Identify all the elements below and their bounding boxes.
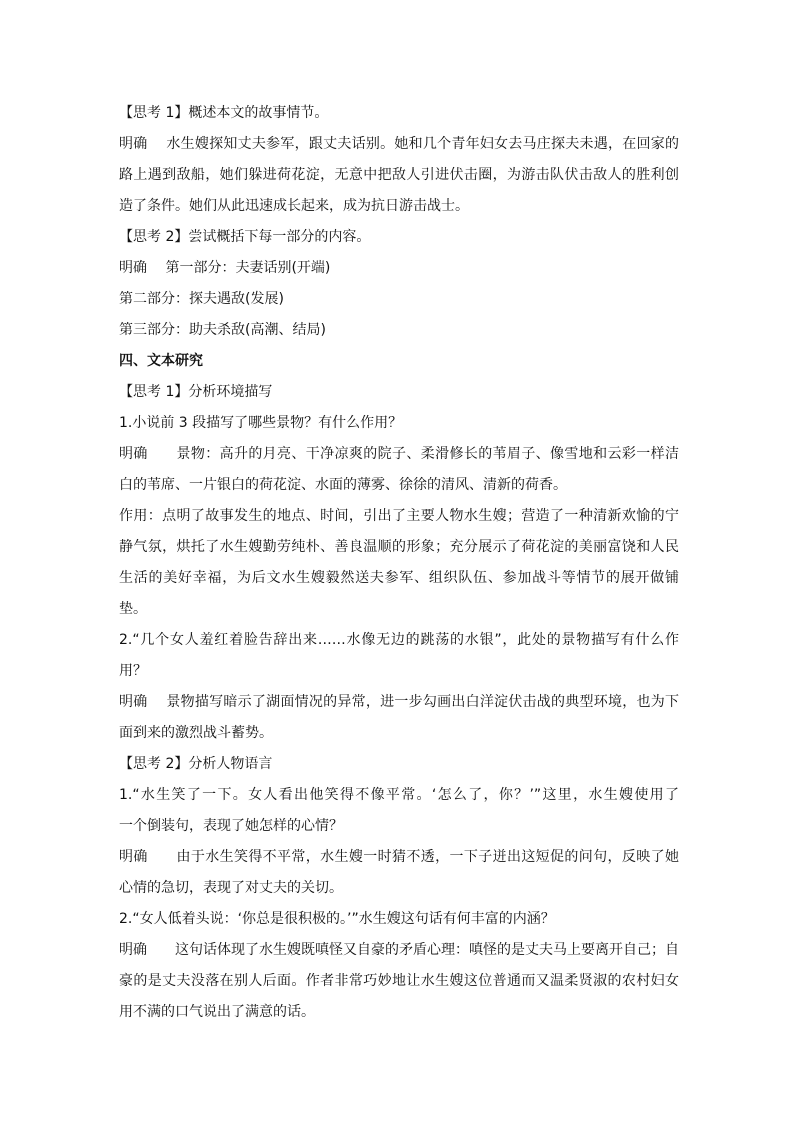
text-line: 明确 景物描写暗示了湖面情况的异常，进一步勾画出白洋淀伏击战的典型环境，也为下 [119,694,679,710]
text-line: 明确 景物：高升的月亮、干净凉爽的院子、柔滑修长的苇眉子、像雪地和云彩一样洁 [119,446,679,462]
text-line: 第二部分：探夫遇敌(发展) [119,291,284,307]
text-line: 明确 这句话体现了水生嫂既嗔怪又自豪的矛盾心理：嗔怪的是丈夫马上要离开自己；自 [119,942,679,958]
text-line: 造了条件。她们从此迅速成长起来，成为抗日游击战士。 [119,198,469,214]
text-line: 【思考 2】分析人物语言 [119,756,273,772]
text-line: 心情的急切，表现了对丈夫的关切。 [119,880,343,896]
text-line: 一个倒装句，表现了她怎样的心情？ [119,818,343,834]
text-line: 白的苇席、一片银白的荷花淀、水面的薄雾、徐徐的清风、清新的荷香。 [119,477,567,493]
text-line: 1.“水生笑了一下。女人看出他笑得不像平常。‘怎么了，你？’”这里，水生嫂使用了 [119,787,679,803]
text-line: 【思考 2】尝试概括下每一部分的内容。 [119,229,371,245]
text-line: 明确 由于水生笑得不平常，水生嫂一时猜不透，一下子迸出这短促的问句，反映了她 [119,849,679,865]
text-line: 生活的美好幸福，为后文水生嫂毅然送夫参军、组织队伍、参加战斗等情节的展开做铺 [119,570,679,586]
text-line: 作用：点明了故事发生的地点、时间，引出了主要人物水生嫂；营造了一种清新欢愉的宁 [119,508,679,524]
text-line: 路上遇到敌船，她们躲进荷花淀，无意中把敌人引进伏击圈，为游击队伏击敌人的胜利创 [119,167,679,183]
text-line: 【思考 1】分析环境描写 [119,384,273,400]
text-line: 【思考 1】概述本文的故事情节。 [119,105,329,121]
text-line: 用？ [119,663,147,679]
text-line: 垫。 [119,601,147,617]
text-line: 2.“女人低着头说：‘你总是很积极的。’”水生嫂这句话有何丰富的内涵？ [119,911,555,927]
text-line: 1.小说前 3 段描写了哪些景物？有什么作用？ [119,415,403,431]
text-line: 2.“几个女人羞红着脸告辞出来……水像无边的跳荡的水银”，此处的景物描写有什么作 [119,632,679,648]
text-line: 面到来的激烈战斗蓄势。 [119,725,273,741]
text-line: 豪的是丈夫没落在别人后面。作者非常巧妙地让水生嫂这位普通而又温柔贤淑的农村妇女 [119,973,679,989]
text-line: 明确 水生嫂探知丈夫参军，跟丈夫话别。她和几个青年妇女去马庄探夫未遇，在回家的 [119,136,679,152]
document-body [119,98,679,1028]
text-line: 明确 第一部分：夫妻话别(开端) [119,260,331,276]
text-line: 用不满的口气说出了满意的话。 [119,1004,315,1020]
text-line: 第三部分：助夫杀敌(高潮、结局) [119,322,326,338]
section-heading: 四、文本研究 [119,353,203,369]
text-line: 静气氛，烘托了水生嫂勤劳纯朴、善良温顺的形象；充分展示了荷花淀的美丽富饶和人民 [119,539,679,555]
